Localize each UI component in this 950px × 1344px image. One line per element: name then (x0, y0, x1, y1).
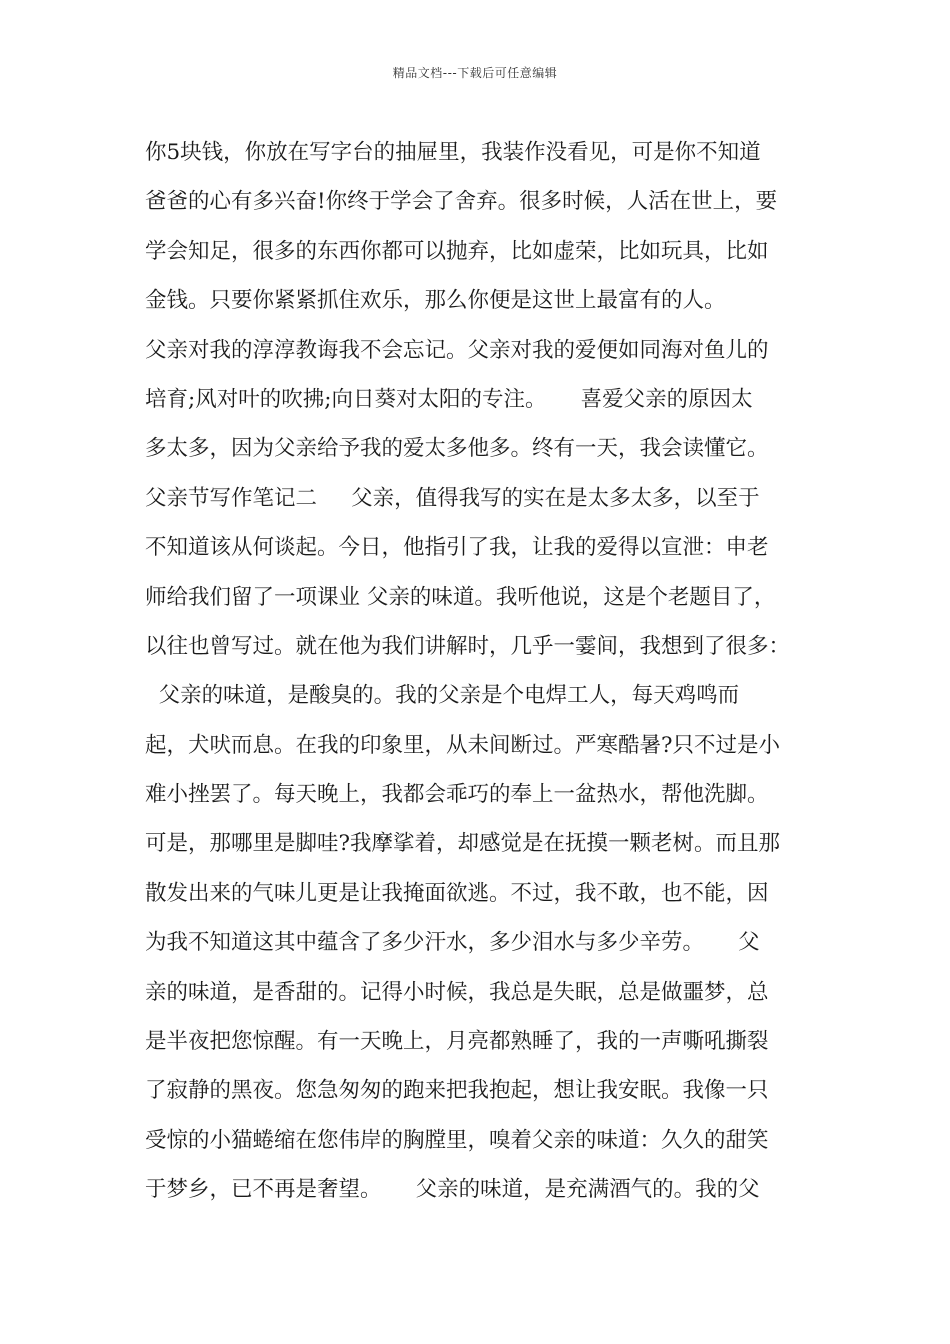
text-line: 受惊的小猫蜷缩在您伟岸的胸膛里，嗅着父亲的味道：久久的甜笑 (145, 1127, 769, 1153)
text-line: 于梦乡，已不再是奢望。 父亲的味道，是充满酒气的。我的父 (145, 1177, 760, 1203)
text-line: 了寂静的黑夜。您急匆匆的跑来把我抱起，想让我安眠。我像一只 (145, 1078, 769, 1104)
text-line: 你5块钱，你放在写字台的抽屉里，我装作没看见，可是你不知道 (145, 140, 761, 165)
text-line: 父亲的味道，是酸臭的。我的父亲是个电焊工人，每天鸡鸣而 (145, 683, 740, 709)
text-line: 可是，那哪里是脚哇?我摩挲着，却感觉是在抚摸一颗老树。而且那 (145, 831, 781, 857)
text-line: 培育;风对叶的吹拂;向日葵对太阳的专注。 喜爱父亲的原因太 (145, 386, 753, 412)
text-line: 亲的味道，是香甜的。记得小时候，我总是失眠，总是做噩梦，总 (145, 979, 769, 1005)
text-line: 散发出来的气味儿更是让我掩面欲逃。不过，我不敢，也不能，因 (145, 880, 769, 906)
text-line: 父亲对我的淳淳教诲我不会忘记。父亲对我的爱便如同海对鱼儿的 (145, 337, 769, 363)
text-line: 难小挫罢了。每天晚上，我都会乖巧的奉上一盆热水，帮他洗脚。 (145, 782, 769, 808)
text-line: 学会知足，很多的东西你都可以抛弃，比如虚荣，比如玩具，比如 (145, 238, 769, 264)
text-line: 父亲节写作笔记二 父亲，值得我写的实在是太多太多，以至于 (145, 485, 760, 511)
document-body (145, 128, 815, 1215)
page-header: 精品文档---下载后可任意编辑 (392, 66, 558, 80)
text-line: 起，犬吠而息。在我的印象里，从未间断过。严寒酷暑?只不过是小 (145, 732, 781, 758)
text-line: 多太多，因为父亲给予我的爱太多他多。终有一天，我会读懂它。 (145, 436, 769, 462)
text-line: 师给我们留了一项课业 父亲的味道。我听他说，这是个老题目了， (145, 584, 776, 610)
text-line: 不知道该从何谈起。今日，他指引了我，让我的爱得以宣泄：申老 (145, 535, 769, 561)
text-line: 爸爸的心有多兴奋!你终于学会了舍弃。很多时候，人活在世上，要 (145, 189, 778, 215)
text-line: 是半夜把您惊醒。有一天晚上，月亮都熟睡了，我的一声嘶吼撕裂 (145, 1029, 769, 1055)
text-line: 以往也曾写过。就在他为我们讲解时，几乎一霎间，我想到了很多： (145, 633, 791, 659)
text-line: 为我不知道这其中蕴含了多少汗水，多少泪水与多少辛劳。 父 (145, 930, 760, 956)
text-line: 金钱。只要你紧紧抓住欢乐，那么你便是这世上最富有的人。 (145, 288, 726, 314)
